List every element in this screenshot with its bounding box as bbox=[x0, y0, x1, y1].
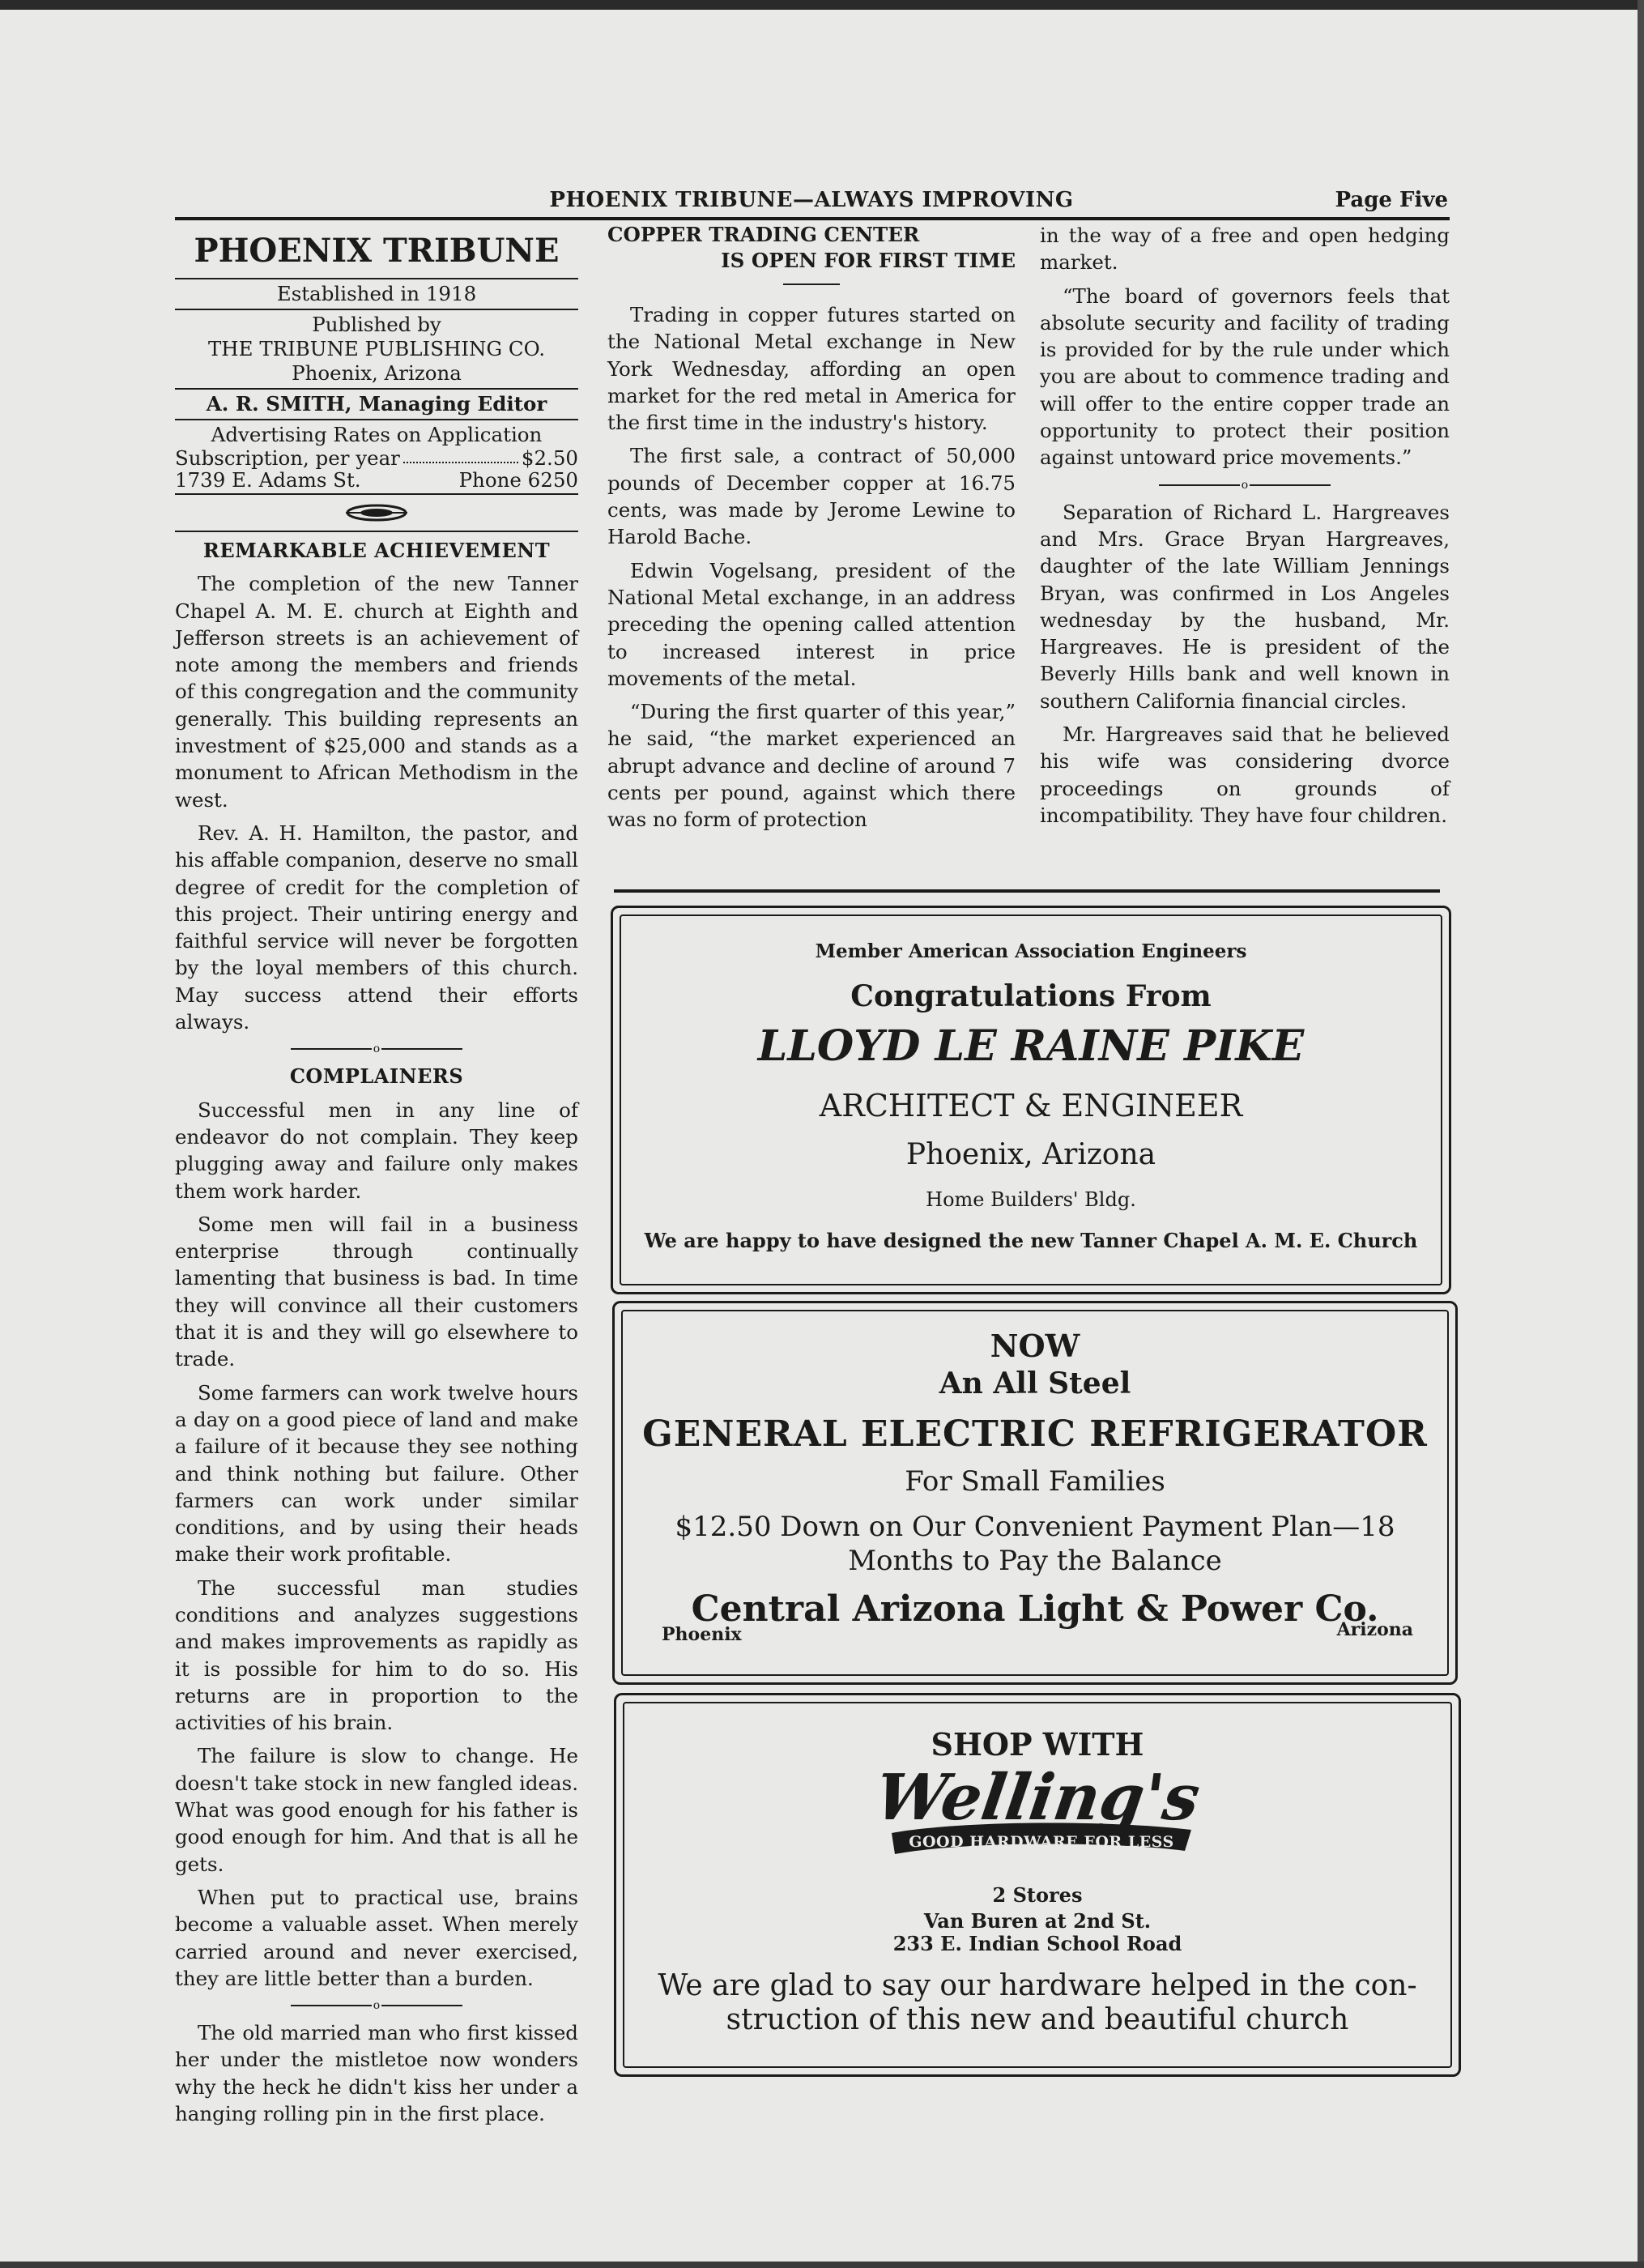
masthead-established: Established in 1918 bbox=[276, 282, 477, 305]
logo-text: Welling's bbox=[871, 1761, 1204, 1835]
column-bottom-rule bbox=[614, 889, 1440, 893]
article-paragraph: Trading in copper futures started on the National Metal exchange in New York Wednesday, affording an open market for the red metal in America for the first time in the industry's history. bbox=[607, 303, 1016, 435]
ad-message: We are happy to have designed the new Tanner Chapel A. M. E. Church bbox=[644, 1229, 1418, 1252]
ornament-icon bbox=[175, 503, 578, 522]
article-paragraph: The old married man who first kissed her under the mistletoe now wonders why the heck he didn't kiss her under a hanging rolling pin in the first place. bbox=[175, 2021, 578, 2126]
article-title: REMARKABLE ACHIEVEMENT bbox=[202, 539, 551, 562]
title-rule bbox=[783, 284, 840, 285]
ad-product: GENERAL ELECTRIC REFRIGERATOR bbox=[642, 1413, 1428, 1455]
masthead-rule bbox=[175, 493, 578, 495]
masthead-address: 1739 E. Adams St. bbox=[175, 468, 361, 492]
masthead-title: PHOENIX TRIBUNE bbox=[194, 232, 560, 270]
ad-offer-line2: Months to Pay the Balance bbox=[848, 1545, 1222, 1577]
masthead-publisher: THE TRIBUNE PUBLISHING CO. bbox=[207, 337, 546, 360]
ad-message-line1: We are glad to say our hardware helped in the con- bbox=[658, 1969, 1417, 2002]
article-paragraph: Some men will fail in a business enterprise through continually lamenting that business is bad. In time they will convince all their customers that it is and they will go elsewhere to trade. bbox=[175, 1212, 578, 1371]
masthead-rule bbox=[175, 309, 578, 310]
ad-address2: 233 E. Indian School Road bbox=[892, 1932, 1182, 1955]
article-paragraph: “The board of governors feels that absolute security and facility of trading is provided for by the rule under which you are about to commence trading and will offer to the entire copper trade an opportunity to protect their position against untoward price movements.” bbox=[1040, 284, 1450, 470]
masthead-rule bbox=[175, 278, 578, 279]
ad-membership: Member American Association Engineers bbox=[815, 940, 1247, 962]
article-paragraph: Mr. Hargreaves said that he believed his wife was considering dvorce proceedings on grounds of incompatibility. They have four children. bbox=[1040, 723, 1450, 827]
wellings-logo bbox=[867, 1763, 1207, 1869]
article-paragraph: When put to practical use, brains become a valuable asset. When merely carried around and never exercised, they are little better than a burden. bbox=[175, 1885, 578, 1990]
scan-bottom-edge bbox=[0, 2262, 1644, 2268]
article-paragraph: “During the first quarter of this year,” he said, “the market experienced an abrupt advance and decline of around 7 cents per pound, against which there was no form of protection bbox=[607, 700, 1016, 832]
separator: o bbox=[1040, 480, 1450, 491]
dot-leader bbox=[403, 447, 518, 463]
ad-sub: For Small Families bbox=[905, 1465, 1165, 1498]
header-rule bbox=[175, 217, 1450, 220]
page-number: Page Five bbox=[1335, 188, 1448, 212]
masthead-phone: Phone 6250 bbox=[458, 468, 578, 492]
ad-name: LLOYD LE RAINE PIKE bbox=[757, 1021, 1305, 1071]
ad-refrigerator bbox=[612, 1301, 1458, 1685]
subscription-price: $2.50 bbox=[521, 446, 578, 470]
masthead-ad-rates: Advertising Rates on Application bbox=[211, 423, 543, 446]
ad-offer-line1: $12.50 Down on Our Convenient Payment Plan—18 bbox=[675, 1511, 1395, 1543]
ad-now: NOW bbox=[990, 1328, 1080, 1364]
ad-message-line2: struction of this new and beautiful church bbox=[726, 2003, 1349, 2036]
masthead-address-row bbox=[175, 469, 578, 491]
masthead-rule bbox=[175, 419, 578, 420]
scan-right-edge bbox=[1638, 0, 1644, 2268]
ad-congrats: Congratulations From bbox=[850, 979, 1212, 1013]
ad-city-left: Phoenix bbox=[662, 1624, 742, 1645]
ad-hardware bbox=[614, 1693, 1461, 2077]
column-left bbox=[175, 222, 578, 2134]
masthead-rule bbox=[175, 531, 578, 532]
ad-profession: ARCHITECT & ENGINEER bbox=[819, 1088, 1243, 1123]
article-paragraph: Edwin Vogelsang, president of the National Metal exchange, in an address preceding the opening called attention to increased interest in price movements of the metal. bbox=[607, 558, 1016, 690]
ad-city: Phoenix, Arizona bbox=[905, 1138, 1156, 1171]
article-subtitle: IS OPEN FOR FIRST TIME bbox=[721, 249, 1016, 272]
article-paragraph: Rev. A. H. Hamilton, the pastor, and his affable companion, deserve no small degree of credit for the completion of this project. Their untiring energy and faithful service will never be forgotten by the loyal members of this church. May success attend their efforts always. bbox=[175, 821, 578, 1034]
column-right bbox=[1040, 222, 1450, 835]
header-title: PHOENIX TRIBUNE—ALWAYS IMPROVING bbox=[549, 188, 1074, 212]
article-title: COMPLAINERS bbox=[289, 1064, 464, 1089]
logo-tagline: GOOD HARDWARE FOR LESS bbox=[909, 1833, 1174, 1851]
masthead-subscription-row bbox=[175, 447, 578, 469]
page-header bbox=[175, 188, 1448, 217]
separator: o bbox=[175, 2000, 578, 2011]
ad-shop-with: SHOP WITH bbox=[931, 1726, 1144, 1763]
masthead-rule bbox=[175, 388, 578, 390]
masthead-editor: A. R. SMITH, Managing Editor bbox=[206, 392, 547, 416]
article-paragraph: The successful man studies conditions and analyzes suggestions and makes improvements as rapidly as it is possible for him to do so. His returns are in proportion to the activities of his brain. bbox=[175, 1575, 578, 1735]
article-title: COPPER TRADING CENTER bbox=[607, 223, 920, 246]
ad-building: Home Builders' Bldg. bbox=[926, 1188, 1136, 1211]
ad-address1: Van Buren at 2nd St. bbox=[923, 1909, 1152, 1933]
article-paragraph: The failure is slow to change. He doesn't take stock in new fangled ideas. What was good enough for his father is good enough for him. And that is all he gets. bbox=[175, 1744, 578, 1876]
scan-top-edge bbox=[0, 0, 1644, 10]
article-paragraph: Successful men in any line of endeavor do not complain. They keep plugging away and failure only makes them work harder. bbox=[175, 1098, 578, 1203]
article-paragraph: The completion of the new Tanner Chapel A. M. E. church at Eighth and Jefferson streets is an achievement of note among the members and friends of this congregation and the community generally. This building represents an investment of $25,000 and stands as a monument to African Methodism in the west. bbox=[175, 572, 578, 812]
ad-stores: 2 Stores bbox=[992, 1883, 1083, 1907]
ad-architect bbox=[611, 906, 1451, 1294]
separator: o bbox=[175, 1043, 578, 1055]
article-continuation: in the way of a free and open hedging market. bbox=[1040, 224, 1450, 275]
ad-all-steel: An All Steel bbox=[939, 1366, 1131, 1400]
ad-company: Central Arizona Light & Power Co. bbox=[691, 1588, 1379, 1630]
column-middle bbox=[607, 222, 1016, 840]
ad-state-right: Arizona bbox=[1336, 1619, 1413, 1640]
article-paragraph: The first sale, a contract of 50,000 pounds of December copper at 16.75 cents, was made by Jerome Lewine to Harold Bache. bbox=[607, 444, 1016, 549]
masthead-published-by: Published by bbox=[312, 313, 441, 336]
article-paragraph: Some farmers can work twelve hours a day on a good piece of land and make a failure of it because they see nothing and think nothing but failure. Other farmers can work under similar conditions, and by using their heads make their work profitable. bbox=[175, 1380, 578, 1567]
masthead-location: Phoenix, Arizona bbox=[292, 361, 462, 385]
article-paragraph: Separation of Richard L. Hargreaves and Mrs. Grace Bryan Hargreaves, daughter of the late William Jennings Bryan, was confirmed in Los Angeles wednesday by the husband, Mr. Hargreaves. He is president of the Beverly Hills bank and well known in southern California financial circles. bbox=[1040, 500, 1450, 713]
subscription-label: Subscription, per year bbox=[175, 446, 400, 470]
